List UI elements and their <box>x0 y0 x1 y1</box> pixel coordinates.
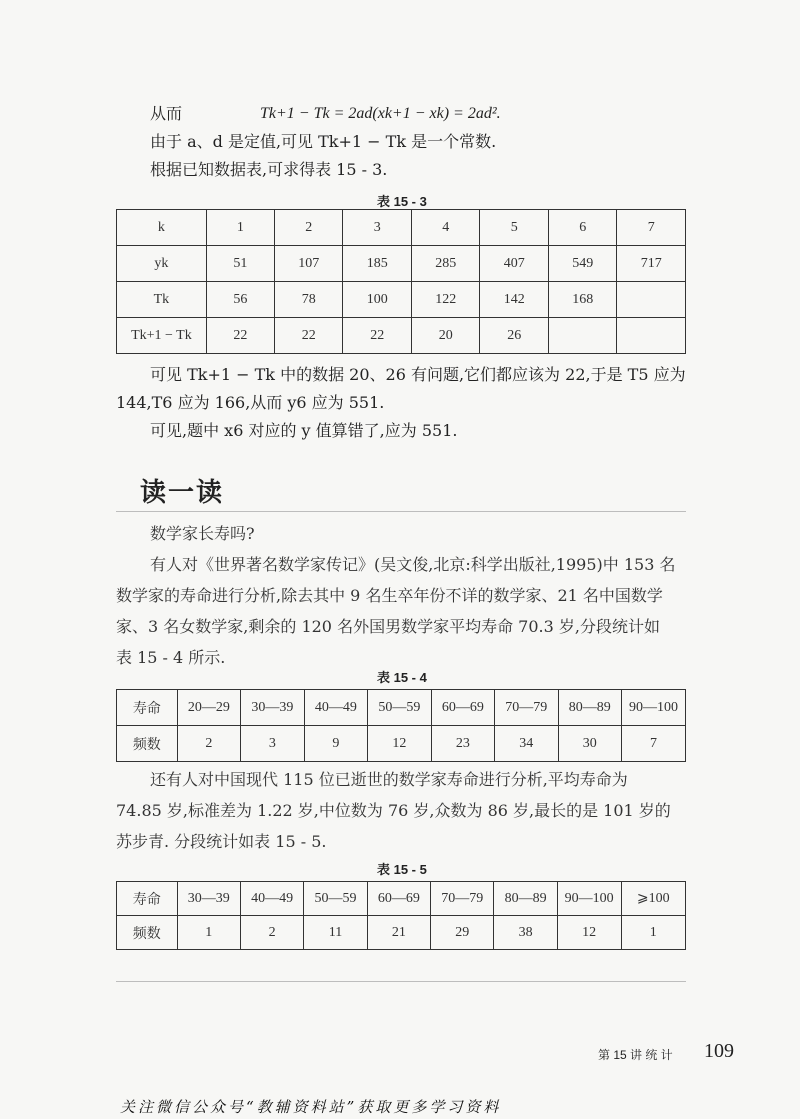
table-cell: 21 <box>367 916 430 950</box>
table-row <box>117 246 686 282</box>
after3-line-2: 144,T6 应为 166,从而 y6 应为 551. <box>116 393 385 412</box>
table-cell: 34 <box>495 726 558 762</box>
after3-line-1: 可见 Tk+1 − Tk 中的数据 20、26 有问题,它们都应该为 22,于是 T5 应为 <box>150 365 686 384</box>
table-cell: 56 <box>206 282 274 318</box>
para2-line1: 还有人对中国现代 115 位已逝世的数学家寿命进行分析,平均寿命为 <box>150 770 628 789</box>
after3-line-3: 可见,题中 x6 对应的 y 值算错了,应为 551. <box>150 421 458 440</box>
table-cell: 2 <box>274 210 343 246</box>
table-15-4 <box>116 689 686 762</box>
para2-line2: 74.85 岁,标准差为 1.22 岁,中位数为 76 岁,众数为 86 岁,最长的是 101 岁的 <box>116 801 671 820</box>
table-cell: 717 <box>617 246 686 282</box>
watermark-text: 关注微信公众号“教辅资料站”获取更多学习资料 <box>120 1098 502 1116</box>
table-cell: 107 <box>274 246 343 282</box>
intro-formula: Tk+1 − Tk = 2ad(xk+1 − xk) = 2ad². <box>260 105 501 122</box>
table-cell: 26 <box>480 318 549 354</box>
bottom-divider <box>116 981 686 982</box>
table-cell: 2 <box>240 916 303 950</box>
table-cell: ⩾100 <box>621 882 685 916</box>
table-cell: 30 <box>558 726 621 762</box>
table-cell: 78 <box>274 282 343 318</box>
table-cell: 22 <box>206 318 274 354</box>
intro-prefix: 从而 <box>150 104 183 123</box>
para2 <box>116 764 686 857</box>
read-question: 数学家长寿吗? <box>150 524 255 543</box>
table-cell: 23 <box>431 726 494 762</box>
section-divider <box>116 511 686 512</box>
table-cell: 2 <box>177 726 240 762</box>
table-cell: 11 <box>304 916 367 950</box>
table-cell: 7 <box>617 210 686 246</box>
table-cell: 4 <box>411 210 480 246</box>
table3-caption: 表 15 - 3 <box>377 194 427 209</box>
table-cell: 12 <box>368 726 431 762</box>
table-cell: 40—49 <box>240 882 303 916</box>
table4-caption: 表 15 - 4 <box>377 670 427 685</box>
row-header-cell: k <box>117 210 207 246</box>
table-cell: 3 <box>343 210 412 246</box>
table-cell: 22 <box>274 318 343 354</box>
row-header-cell: 频数 <box>117 726 178 762</box>
table-cell: 90—100 <box>557 882 621 916</box>
table-cell: 70—79 <box>495 690 558 726</box>
table-cell: 7 <box>622 726 686 762</box>
table-row <box>117 726 686 762</box>
row-header-cell: Tk <box>117 282 207 318</box>
table-cell: 185 <box>343 246 412 282</box>
table-cell: 407 <box>480 246 549 282</box>
para2-line3: 苏步青. 分段统计如表 15 - 5. <box>116 832 327 851</box>
table-cell: 549 <box>548 246 617 282</box>
table-cell: 30—39 <box>241 690 304 726</box>
read-para1-line3: 家、3 名女数学家,剩余的 120 名外国男数学家平均寿命 70.3 岁,分段统计如 <box>116 617 660 636</box>
table-cell: 122 <box>411 282 480 318</box>
table-cell: 285 <box>411 246 480 282</box>
table-row <box>117 690 686 726</box>
table-cell: 1 <box>621 916 685 950</box>
section-title: 读一读 <box>140 478 225 508</box>
table-cell: 20—29 <box>177 690 240 726</box>
read-para1-line4: 表 15 - 4 所示. <box>116 648 226 667</box>
table-cell: 40—49 <box>304 690 367 726</box>
page-number: 109 <box>704 1040 734 1062</box>
table-row <box>117 916 686 950</box>
table-cell: 90—100 <box>622 690 686 726</box>
row-header-cell: yk <box>117 246 207 282</box>
table-cell: 5 <box>480 210 549 246</box>
table-cell <box>617 282 686 318</box>
table-cell: 1 <box>177 916 240 950</box>
intro-line-2: 由于 a、d 是定值,可见 Tk+1 − Tk 是一个常数. <box>150 132 497 151</box>
row-header-cell: 寿命 <box>117 882 178 916</box>
table-cell <box>617 318 686 354</box>
table-cell: 142 <box>480 282 549 318</box>
table-cell: 12 <box>557 916 621 950</box>
table-row <box>117 210 686 246</box>
table-cell: 168 <box>548 282 617 318</box>
table-15-3 <box>116 209 686 354</box>
table-cell: 50—59 <box>368 690 431 726</box>
table-cell: 1 <box>206 210 274 246</box>
table-cell: 50—59 <box>304 882 367 916</box>
table-cell: 30—39 <box>177 882 240 916</box>
table-cell: 3 <box>241 726 304 762</box>
intro-line-1 <box>150 103 501 125</box>
read-para1-line2: 数学家的寿命进行分析,除去其中 9 名生卒年份不详的数学家、21 名中国数学 <box>116 586 663 605</box>
table-cell: 20 <box>411 318 480 354</box>
read-paragraph <box>116 518 686 673</box>
footer-chapter: 第 15 讲 统 计 <box>598 1048 673 1062</box>
table-cell: 38 <box>494 916 557 950</box>
table-row <box>117 882 686 916</box>
table-cell: 22 <box>343 318 412 354</box>
read-para1-line1: 有人对《世界著名数学家传记》(吴文俊,北京:科学出版社,1995)中 153 名 <box>150 555 676 574</box>
row-header-cell: Tk+1 − Tk <box>117 318 207 354</box>
table-cell: 6 <box>548 210 617 246</box>
row-header-cell: 频数 <box>117 916 178 950</box>
table-cell: 60—69 <box>367 882 430 916</box>
table-cell: 70—79 <box>431 882 494 916</box>
table-cell: 29 <box>431 916 494 950</box>
table-row <box>117 282 686 318</box>
table-cell <box>548 318 617 354</box>
table-cell: 60—69 <box>431 690 494 726</box>
table5-caption: 表 15 - 5 <box>377 862 427 877</box>
intro-line-3: 根据已知数据表,可求得表 15 - 3. <box>150 160 388 179</box>
table-row <box>117 318 686 354</box>
table-cell: 9 <box>304 726 367 762</box>
table-cell: 80—89 <box>494 882 557 916</box>
table-15-5 <box>116 881 686 950</box>
table-cell: 100 <box>343 282 412 318</box>
table-cell: 80—89 <box>558 690 621 726</box>
table-cell: 51 <box>206 246 274 282</box>
row-header-cell: 寿命 <box>117 690 178 726</box>
